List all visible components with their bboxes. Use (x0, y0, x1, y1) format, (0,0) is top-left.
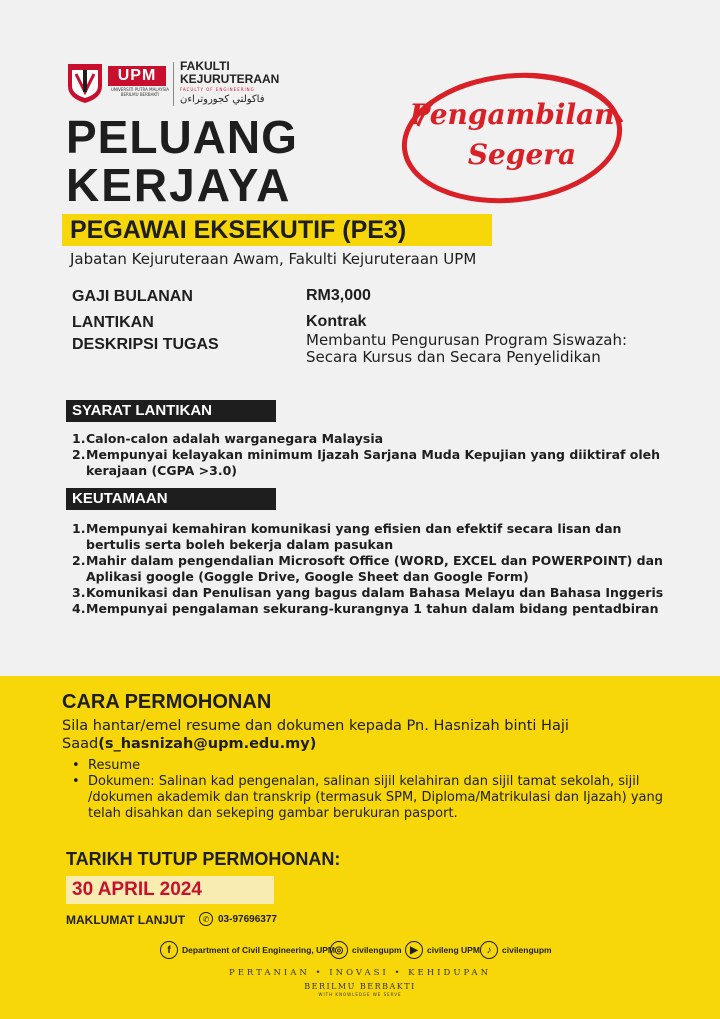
upm-logo-subtitle: UNIVERSITI PUTRA MALAYSIA BERILMU BERBAKTI (111, 87, 169, 97)
faculty-name-jawi: فاکولتي کجوروتراءن (180, 94, 265, 105)
phone-number[interactable]: 03-97696377 (218, 914, 277, 925)
berilmu-logo: BERILMU BERBAKTI (304, 982, 416, 991)
stamp-line1: Pengambilan (409, 98, 615, 131)
more-info-label: MAKLUMAT LANJUT (66, 913, 186, 927)
salary-label: GAJI BULANAN (72, 288, 193, 305)
berilmu-subtitle: WITH KNOWLEDGE WE SERVE (318, 992, 402, 997)
youtube-link[interactable]: ▶ civileng UPM (405, 940, 480, 960)
stamp-line2: Segera (467, 138, 577, 171)
upm-logo: UPM (108, 66, 166, 86)
requirements-heading: SYARAT LANTIKAN (66, 400, 276, 422)
faculty-name-line2: KEJURUTERAAN (180, 72, 280, 86)
department-name: Jabatan Kejuruteraan Awam, Fakulti Kejuruteraan UPM (70, 250, 477, 268)
appointment-value: Kontrak (306, 313, 367, 330)
position-title: PEGAWAI EKSEKUTIF (PE3) (70, 216, 407, 244)
instagram-icon: ◎ (330, 941, 348, 959)
documents-list (70, 758, 670, 822)
application-heading: CARA PERMOHONAN (62, 691, 272, 713)
upm-crest-icon (66, 62, 104, 104)
urgent-hiring-stamp (394, 66, 630, 206)
appointment-label: LANTIKAN (72, 314, 154, 331)
list-item: • Dokumen: Salinan kad pengenalan, salinan sijil kelahiran dan sijil tamat sekolah, sijil /dokumen akademik dan transkrip (termasuk SPM, Diploma/Matrikulasi dan Ijazah) yang telah disahkan dan sekeping gambar berukuran pasport. (70, 774, 670, 822)
youtube-icon: ▶ (405, 941, 423, 959)
tiktok-icon: ♪ (480, 941, 498, 959)
application-instructions: Sila hantar/emel resume dan dokumen kepada Pn. Hasnizah binti Haji Saad(s_hasnizah@upm.edu.my) (62, 718, 569, 752)
facebook-link[interactable]: f Department of Civil Engineering, UPM (160, 940, 335, 960)
faculty-name-line1: FAKULTI (180, 59, 230, 73)
description-value: Membantu Pengurusan Program Siswazah: Secara Kursus dan Secara Penyelidikan (306, 331, 628, 366)
university-motto: PERTANIAN • INOVASI • KEHIDUPAN (228, 968, 492, 978)
list-item: • Resume (70, 758, 670, 774)
list-item: 4. Mempunyai pengalaman sekurang-kurangnya 1 tahun dalam bidang pentadbiran (72, 601, 659, 616)
faculty-name-english: FACULTY OF ENGINEERING (180, 87, 255, 92)
instagram-link[interactable]: ◎ civilengupm (330, 940, 402, 960)
description-label: DESKRIPSI TUGAS (72, 336, 219, 353)
list-item: 1. Mempunyai kemahiran komunikasi yang efisien dan efektif secara lisan dan bertulis serta boleh bekerja dalam pasukan (72, 521, 622, 552)
page-title-line2: KERJAYA (66, 159, 292, 211)
list-item: 1. Calon-calon adalah warganegara Malaysia (72, 431, 384, 446)
contact-email[interactable]: (s_hasnizah@upm.edu.my) (98, 736, 317, 752)
requirements-list (72, 431, 672, 479)
page-title-line1: PELUANG (66, 111, 298, 163)
list-item: 2. Mahir dalam pengendalian Microsoft Office (WORD, EXCEL dan POWERPOINT) dan Aplikasi google (Goggle Drive, Google Sheet dan Google Form) (72, 553, 663, 584)
preferences-heading: KEUTAMAAN (66, 488, 276, 510)
tiktok-link[interactable]: ♪ civilengupm (480, 940, 552, 960)
phone-icon: ✆ (199, 912, 213, 926)
facebook-icon: f (160, 941, 178, 959)
closing-date-heading: TARIKH TUTUP PERMOHONAN: (66, 849, 341, 869)
logo-divider (173, 62, 174, 106)
preferences-list (72, 521, 672, 617)
list-item: 3. Komunikasi dan Penulisan yang bagus dalam Bahasa Melayu dan Bahasa Inggeris (72, 585, 664, 600)
closing-date: 30 APRIL 2024 (72, 879, 202, 900)
list-item: 2. Mempunyai kelayakan minimum Ijazah Sarjana Muda Kepujian yang diiktiraf oleh kerajaan (CGPA >3.0) (72, 447, 661, 478)
salary-value: RM3,000 (306, 287, 371, 304)
